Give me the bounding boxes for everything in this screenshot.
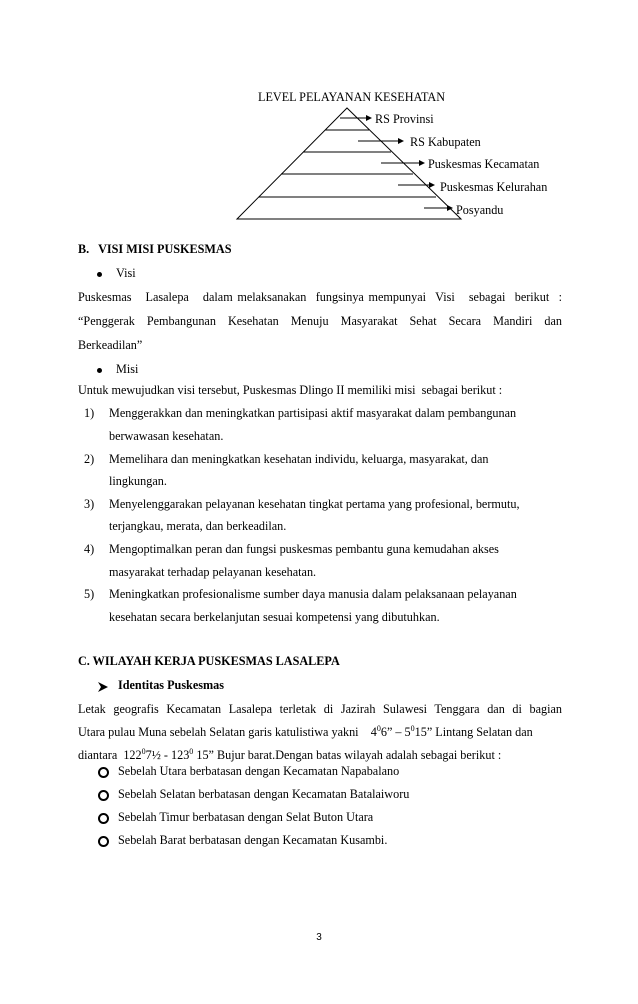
- arrow-head: [366, 115, 372, 121]
- text-span: Utara pulau Muna sebelah Selatan garis katulistiwa yakni 4: [78, 725, 377, 739]
- identitas-subheading: Identitas Puskesmas: [118, 678, 224, 692]
- visi-line: Puskesmas Lasalepa dalam melaksanakan fungsinya mempunyai Visi sebagai berikut :: [78, 290, 562, 304]
- misi-text: lingkungan.: [109, 474, 167, 488]
- text-span: diantara 122: [78, 748, 142, 762]
- level-label: Posyandu: [456, 203, 504, 217]
- misi-text: Menggerakkan dan meningkatkan partisipasi aktif masyarakat dalam pembangunan: [109, 406, 517, 420]
- level-label: RS Provinsi: [375, 112, 434, 126]
- superscript: 0: [141, 746, 146, 756]
- boundary-item: Sebelah Utara berbatasan dengan Kecamatan Napabalano: [118, 764, 400, 778]
- circle-bullet-icon: [98, 813, 109, 824]
- arrow-head: [419, 160, 425, 166]
- visi-line: “Penggerak Pembangunan Kesehatan Menuju Masyarakat Sehat Secara Mandiri dan: [78, 314, 562, 328]
- misi-number: 5): [84, 587, 95, 601]
- misi-number: 3): [84, 497, 95, 511]
- location-paragraph-line: Letak geografis Kecamatan Lasalepa terletak di Jazirah Sulawesi Tenggara dan di bagian: [78, 702, 562, 716]
- bullet-dot-icon: [97, 272, 102, 277]
- text-span: 6” – 5: [380, 725, 411, 739]
- location-paragraph-line: [78, 748, 562, 763]
- section-c-heading: C. WILAYAH KERJA PUSKESMAS LASALEPA: [78, 654, 340, 668]
- level-label: RS Kabupaten: [410, 135, 481, 149]
- boundary-item: Sebelah Barat berbatasan dengan Kecamatan Kusambi.: [118, 833, 388, 847]
- arrow-head: [429, 182, 435, 188]
- page-number: 3: [316, 932, 322, 943]
- superscript: 0: [410, 723, 415, 733]
- misi-number: 2): [84, 452, 95, 466]
- misi-label: Misi: [116, 362, 139, 376]
- boundary-item: Sebelah Timur berbatasan dengan Selat Buton Utara: [118, 810, 374, 824]
- circle-bullet-icon: [98, 767, 109, 778]
- arrow-head: [398, 138, 404, 144]
- misi-text: Meningkatkan profesionalisme sumber daya manusia dalam pelaksanaan pelayanan: [109, 587, 517, 601]
- misi-text: terjangkau, merata, dan berkeadilan.: [109, 519, 287, 533]
- misi-text: berwawasan kesehatan.: [109, 429, 224, 443]
- visi-label: Visi: [116, 266, 136, 280]
- bullet-dot-icon: [97, 368, 102, 373]
- misi-intro: Untuk mewujudkan visi tersebut, Puskesmas Dlingo II memiliki misi sebagai berikut :: [78, 383, 503, 397]
- superscript: 0: [376, 723, 381, 733]
- circle-bullet-icon: [98, 836, 109, 847]
- superscript: 0: [189, 746, 194, 756]
- text-span: 7½ - 123: [145, 748, 190, 762]
- location-paragraph-line: [78, 725, 562, 740]
- circle-bullet-icon: [98, 790, 109, 801]
- section-b-heading: B. VISI MISI PUSKESMAS: [78, 242, 232, 256]
- misi-text: kesehatan secara berkelanjutan sesuai kompetensi yang dibutuhkan.: [109, 610, 440, 624]
- misi-text: Mengoptimalkan peran dan fungsi puskesmas pembantu guna kemudahan akses: [109, 542, 499, 556]
- level-label: Puskesmas Kecamatan: [428, 157, 540, 171]
- arrowhead-bullet-icon: [98, 682, 108, 692]
- diagram-title: LEVEL PELAYANAN KESEHATAN: [258, 90, 446, 104]
- misi-text: Memelihara dan meningkatkan kesehatan individu, keluarga, masyarakat, dan: [109, 452, 489, 466]
- misi-number: 4): [84, 542, 95, 556]
- pyramid-diagram: [0, 0, 638, 230]
- text-span: 15” Lintang Selatan dan: [414, 725, 533, 739]
- text-span: 15” Bujur barat.Dengan batas wilayah adalah sebagai berikut :: [193, 748, 502, 762]
- visi-line: Berkeadilan”: [78, 338, 143, 352]
- boundary-item: Sebelah Selatan berbatasan dengan Kecamatan Batalaiworu: [118, 787, 410, 801]
- level-label: Puskesmas Kelurahan: [440, 180, 548, 194]
- misi-text: Menyelenggarakan pelayanan kesehatan tingkat pertama yang profesional, bermutu,: [109, 497, 520, 511]
- misi-number: 1): [84, 406, 95, 420]
- misi-text: masyarakat terhadap pelayanan kesehatan.: [109, 565, 317, 579]
